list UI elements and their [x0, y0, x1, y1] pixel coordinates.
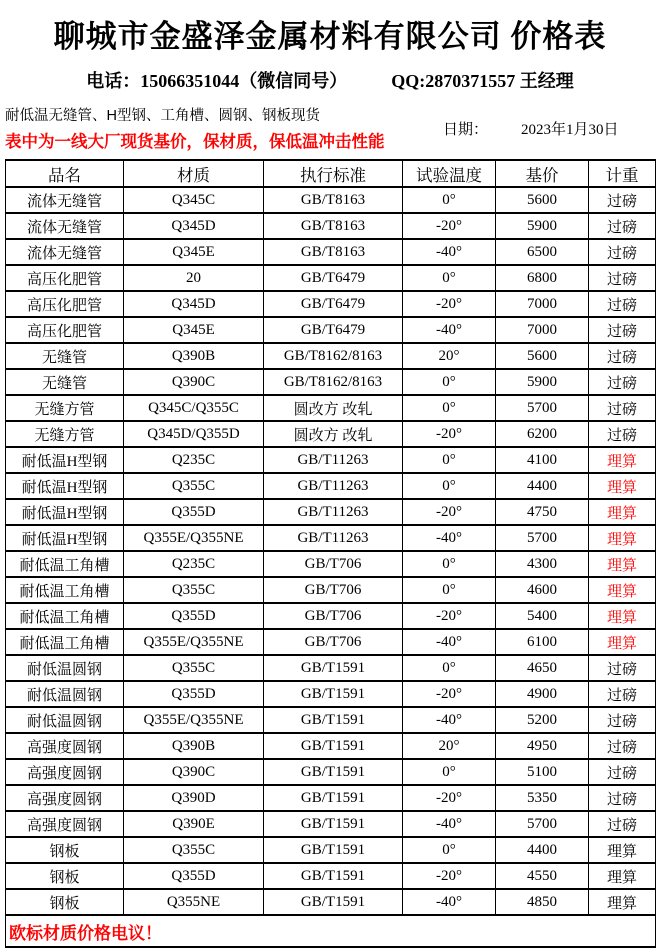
cell-weigh: 过磅: [589, 317, 656, 343]
table-row: [6, 655, 656, 681]
cell-standard: GB/T8163: [264, 213, 403, 239]
cell-price: 5700: [496, 395, 589, 421]
cell-price: 6200: [496, 421, 589, 447]
cell-weigh: 过磅: [589, 291, 656, 317]
cell-name: 耐低温工角槽: [6, 629, 124, 655]
table-row: [6, 733, 656, 759]
cell-price: 5600: [496, 187, 589, 213]
table-row: [6, 889, 656, 915]
cell-name: 高强度圆钢: [6, 811, 124, 837]
cell-standard: GB/T1591: [264, 707, 403, 733]
cell-weigh: 过磅: [589, 733, 656, 759]
cell-temp: -40°: [403, 707, 496, 733]
qq-and-manager: QQ:2870371557 王经理: [391, 71, 574, 91]
table-row: [6, 187, 656, 213]
cell-material: Q390E: [124, 811, 264, 837]
cell-temp: -20°: [403, 603, 496, 629]
cell-weigh: 过磅: [589, 707, 656, 733]
cell-temp: -40°: [403, 889, 496, 915]
table-row: [6, 577, 656, 603]
table-row: [6, 369, 656, 395]
cell-name: 高压化肥管: [6, 317, 124, 343]
table-row: [6, 265, 656, 291]
cell-material: Q345C/Q355C: [124, 395, 264, 421]
cell-temp: -40°: [403, 317, 496, 343]
cell-temp: 20°: [403, 733, 496, 759]
cell-material: Q345E: [124, 317, 264, 343]
cell-temp: -40°: [403, 811, 496, 837]
cell-standard: GB/T1591: [264, 863, 403, 889]
phone-number: 电话：15066351044（微信同号）: [86, 71, 348, 91]
cell-material: 20: [124, 265, 264, 291]
cell-material: Q355D: [124, 681, 264, 707]
cell-temp: -20°: [403, 213, 496, 239]
cell-weigh: 过磅: [589, 213, 656, 239]
cell-temp: 0°: [403, 187, 496, 213]
column-header-standard: 执行标准: [264, 160, 403, 187]
table-row: [6, 629, 656, 655]
cell-temp: 0°: [403, 265, 496, 291]
cell-name: 无缝方管: [6, 395, 124, 421]
cell-material: Q355NE: [124, 889, 264, 915]
table-row: [6, 603, 656, 629]
cell-standard: GB/T706: [264, 629, 403, 655]
cell-price: 5350: [496, 785, 589, 811]
cell-price: 5100: [496, 759, 589, 785]
cell-name: 钢板: [6, 837, 124, 863]
table-row: [6, 811, 656, 837]
cell-price: 6800: [496, 265, 589, 291]
cell-standard: GB/T8162/8163: [264, 369, 403, 395]
cell-weigh: 过磅: [589, 811, 656, 837]
cell-price: 7000: [496, 291, 589, 317]
cell-price: 4750: [496, 499, 589, 525]
cell-name: 耐低温圆钢: [6, 655, 124, 681]
cell-temp: 0°: [403, 395, 496, 421]
cell-name: 耐低温圆钢: [6, 707, 124, 733]
cell-price: 4950: [496, 733, 589, 759]
cell-temp: 0°: [403, 759, 496, 785]
cell-weigh: 理算: [589, 551, 656, 577]
cell-name: 流体无缝管: [6, 213, 124, 239]
cell-material: Q355C: [124, 473, 264, 499]
cell-material: Q345C: [124, 187, 264, 213]
cell-standard: GB/T706: [264, 551, 403, 577]
cell-name: 流体无缝管: [6, 187, 124, 213]
cell-material: Q355D: [124, 603, 264, 629]
products-line: 耐低温无缝管、H型钢、工角槽、圆钢、钢板现货: [5, 108, 320, 124]
cell-standard: GB/T1591: [264, 811, 403, 837]
cell-name: 钢板: [6, 863, 124, 889]
cell-temp: -20°: [403, 499, 496, 525]
cell-name: 耐低温H型钢: [6, 473, 124, 499]
date-value: 2023年1月30日: [521, 121, 619, 138]
cell-material: Q355D: [124, 499, 264, 525]
cell-weigh: 过磅: [589, 187, 656, 213]
cell-standard: GB/T8163: [264, 187, 403, 213]
table-row: [6, 707, 656, 733]
cell-name: 高强度圆钢: [6, 733, 124, 759]
cell-standard: GB/T1591: [264, 759, 403, 785]
table-row: [6, 837, 656, 863]
cell-name: 无缝管: [6, 343, 124, 369]
cell-name: 耐低温H型钢: [6, 499, 124, 525]
cell-price: 6100: [496, 629, 589, 655]
cell-standard: GB/T6479: [264, 291, 403, 317]
date-block: [443, 118, 655, 139]
cell-price: 4650: [496, 655, 589, 681]
cell-weigh: 过磅: [589, 655, 656, 681]
info-row: [5, 104, 655, 152]
cell-temp: 0°: [403, 551, 496, 577]
cell-weigh: 理算: [589, 889, 656, 915]
cell-material: Q390C: [124, 759, 264, 785]
cell-standard: GB/T1591: [264, 889, 403, 915]
table-footer: [6, 915, 656, 947]
cell-standard: GB/T1591: [264, 733, 403, 759]
cell-weigh: 理算: [589, 447, 656, 473]
cell-weigh: 理算: [589, 525, 656, 551]
cell-material: Q345E: [124, 239, 264, 265]
table-row: [6, 213, 656, 239]
header-row: [6, 160, 656, 187]
cell-name: 耐低温H型钢: [6, 447, 124, 473]
cell-weigh: 理算: [589, 837, 656, 863]
cell-temp: 0°: [403, 577, 496, 603]
contact-line: [5, 67, 655, 93]
cell-price: 7000: [496, 317, 589, 343]
table-row: [6, 239, 656, 265]
cell-price: 5700: [496, 525, 589, 551]
cell-price: 4100: [496, 447, 589, 473]
cell-price: 5900: [496, 213, 589, 239]
cell-material: Q345D: [124, 213, 264, 239]
table-row: [6, 395, 656, 421]
cell-temp: -20°: [403, 785, 496, 811]
cell-standard: 圆改方 改轧: [264, 421, 403, 447]
cell-material: Q355E/Q355NE: [124, 525, 264, 551]
column-header-price: 基价: [496, 160, 589, 187]
cell-weigh: 过磅: [589, 239, 656, 265]
cell-material: Q390B: [124, 343, 264, 369]
cell-name: 高强度圆钢: [6, 759, 124, 785]
price-table: [5, 159, 656, 948]
cell-standard: GB/T1591: [264, 837, 403, 863]
cell-material: Q355E/Q355NE: [124, 707, 264, 733]
cell-standard: GB/T706: [264, 577, 403, 603]
cell-material: Q390B: [124, 733, 264, 759]
table-row: [6, 785, 656, 811]
cell-weigh: 过磅: [589, 421, 656, 447]
cell-weigh: 过磅: [589, 343, 656, 369]
cell-standard: GB/T706: [264, 603, 403, 629]
cell-weigh: 理算: [589, 603, 656, 629]
column-header-name: 品名: [6, 160, 124, 187]
cell-standard: GB/T6479: [264, 317, 403, 343]
cell-standard: GB/T6479: [264, 265, 403, 291]
column-header-material: 材质: [124, 160, 264, 187]
cell-price: 5700: [496, 811, 589, 837]
table-row: [6, 499, 656, 525]
cell-name: 耐低温工角槽: [6, 551, 124, 577]
cell-price: 4550: [496, 863, 589, 889]
cell-standard: GB/T1591: [264, 785, 403, 811]
cell-name: 高强度圆钢: [6, 785, 124, 811]
cell-price: 6500: [496, 239, 589, 265]
cell-temp: -40°: [403, 239, 496, 265]
cell-material: Q355E/Q355NE: [124, 629, 264, 655]
date-label: 日期：: [443, 121, 489, 138]
cell-price: 4300: [496, 551, 589, 577]
table-row: [6, 759, 656, 785]
cell-weigh: 过磅: [589, 369, 656, 395]
cell-temp: 0°: [403, 473, 496, 499]
cell-name: 高压化肥管: [6, 291, 124, 317]
cell-price: 5400: [496, 603, 589, 629]
table-row: [6, 343, 656, 369]
cell-material: Q390C: [124, 369, 264, 395]
cell-price: 4850: [496, 889, 589, 915]
cell-standard: GB/T1591: [264, 681, 403, 707]
table-row: [6, 473, 656, 499]
cell-material: Q355C: [124, 655, 264, 681]
cell-temp: 20°: [403, 343, 496, 369]
footnote-row: [6, 915, 656, 947]
cell-weigh: 过磅: [589, 785, 656, 811]
cell-weigh: 理算: [589, 629, 656, 655]
cell-weigh: 过磅: [589, 395, 656, 421]
table-row: [6, 525, 656, 551]
cell-temp: -20°: [403, 681, 496, 707]
cell-name: 流体无缝管: [6, 239, 124, 265]
cell-weigh: 过磅: [589, 759, 656, 785]
cell-name: 耐低温H型钢: [6, 525, 124, 551]
cell-material: Q235C: [124, 551, 264, 577]
cell-weigh: 理算: [589, 499, 656, 525]
cell-name: 耐低温工角槽: [6, 603, 124, 629]
table-header: [6, 160, 656, 187]
cell-weigh: 过磅: [589, 681, 656, 707]
column-header-weigh: 计重: [589, 160, 656, 187]
cell-temp: -40°: [403, 629, 496, 655]
cell-material: Q390D: [124, 785, 264, 811]
cell-weigh: 理算: [589, 863, 656, 889]
cell-temp: 0°: [403, 369, 496, 395]
cell-name: 无缝管: [6, 369, 124, 395]
cell-standard: 圆改方 改轧: [264, 395, 403, 421]
cell-material: Q355C: [124, 837, 264, 863]
info-left: [5, 104, 443, 152]
cell-name: 钢板: [6, 889, 124, 915]
cell-standard: GB/T11263: [264, 473, 403, 499]
cell-price: 5900: [496, 369, 589, 395]
cell-standard: GB/T11263: [264, 525, 403, 551]
cell-material: Q355C: [124, 577, 264, 603]
cell-temp: -20°: [403, 421, 496, 447]
cell-price: 4600: [496, 577, 589, 603]
cell-material: Q235C: [124, 447, 264, 473]
cell-material: Q345D/Q355D: [124, 421, 264, 447]
footnote-cell: 欧标材质价格电议！: [6, 915, 656, 947]
table-row: [6, 447, 656, 473]
column-header-temp: 试验温度: [403, 160, 496, 187]
cell-weigh: 理算: [589, 577, 656, 603]
cell-temp: 0°: [403, 447, 496, 473]
cell-name: 耐低温圆钢: [6, 681, 124, 707]
table-row: [6, 421, 656, 447]
cell-temp: 0°: [403, 655, 496, 681]
cell-standard: GB/T1591: [264, 655, 403, 681]
cell-name: 无缝方管: [6, 421, 124, 447]
notice-line: 表中为一线大厂现货基价，保材质，保低温冲击性能: [5, 133, 385, 151]
table-row: [6, 317, 656, 343]
cell-standard: GB/T11263: [264, 447, 403, 473]
cell-price: 4400: [496, 837, 589, 863]
cell-temp: -20°: [403, 863, 496, 889]
cell-name: 高压化肥管: [6, 265, 124, 291]
cell-temp: 0°: [403, 837, 496, 863]
cell-standard: GB/T11263: [264, 499, 403, 525]
table-row: [6, 551, 656, 577]
cell-temp: -40°: [403, 525, 496, 551]
cell-material: Q355D: [124, 863, 264, 889]
page-title: 聊城市金盛泽金属材料有限公司 价格表: [53, 19, 607, 54]
cell-price: 4900: [496, 681, 589, 707]
table-row: [6, 291, 656, 317]
cell-temp: -20°: [403, 291, 496, 317]
cell-standard: GB/T8162/8163: [264, 343, 403, 369]
cell-name: 耐低温工角槽: [6, 577, 124, 603]
table-row: [6, 681, 656, 707]
cell-price: 5600: [496, 343, 589, 369]
cell-price: 5200: [496, 707, 589, 733]
cell-weigh: 过磅: [589, 265, 656, 291]
table-row: [6, 863, 656, 889]
cell-price: 4400: [496, 473, 589, 499]
cell-material: Q345D: [124, 291, 264, 317]
cell-standard: GB/T8163: [264, 239, 403, 265]
cell-weigh: 理算: [589, 473, 656, 499]
table-body: [6, 187, 656, 915]
